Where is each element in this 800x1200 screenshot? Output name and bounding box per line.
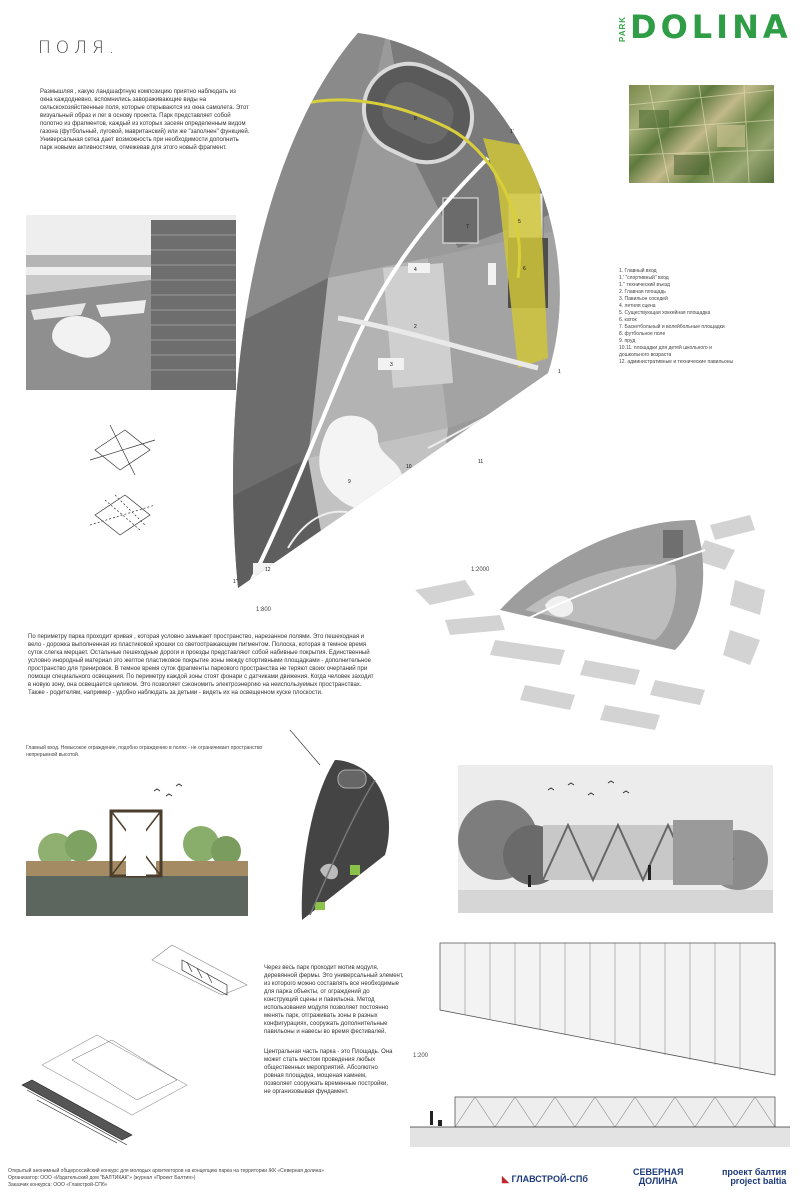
legend-item: 1.' "спортивный" вход	[619, 275, 669, 281]
field-pattern-icon	[629, 85, 774, 183]
legend-item: 2. Главная площадь	[619, 289, 666, 295]
logo-prefix: PARK	[618, 15, 627, 42]
pavilion-render-image	[458, 765, 773, 913]
footer-line: Заказчик конкурса: ООО «Главстрой-СПб»	[8, 1182, 108, 1188]
footer-line: Открытый анонимный общероссийский конкурс для молодых архитекторов на концепцию парка на территории ЖК «Северная долина»	[8, 1168, 324, 1174]
legend-item: 1.'' технический въезд	[619, 282, 670, 288]
plan-label-1-double-prime: 1''	[233, 579, 238, 585]
plan-legend	[619, 268, 734, 366]
footer-line: Организатор: ООО «Издательский дом "БАЛТИКАК"» (журнал «Проект Балтия»)	[8, 1175, 196, 1181]
plan-label-5: 5	[518, 219, 521, 225]
dolina-line-1: СЕВЕРНАЯ	[633, 1167, 684, 1177]
legend-item: 9. пруд	[619, 338, 636, 344]
aerial-fields-photo	[629, 85, 774, 183]
square-text: Центральная часть парка - это Площадь. Она может стать местом проведения любых общественных мероприятий. Абсолютно ровная площадка, мощеная камнем, позволяет сооружать временные постройки, не организовывая фундамент.	[264, 1049, 393, 1095]
city-collage-photo	[26, 215, 236, 390]
context-plan	[405, 510, 780, 745]
project-baltia-logo	[722, 1168, 786, 1186]
plan-label-9: 9	[348, 479, 351, 485]
plan-label-8: 8	[414, 116, 417, 122]
pavilion-render	[458, 765, 773, 913]
grid-diagrams	[90, 425, 160, 545]
legend-item: 12. административные и технические павильоны	[619, 359, 734, 365]
legend-item: 4. летняя сцена	[619, 303, 656, 309]
city-collage-image	[26, 215, 236, 390]
footer-credits	[8, 1168, 368, 1189]
plan-label-4: 4	[414, 267, 417, 273]
pavilion-elevation	[405, 935, 790, 1150]
plan-label-1: 1	[558, 369, 561, 375]
glavstroy-name: ГЛАВСТРОЙ-СПб	[511, 1174, 588, 1184]
main-entrance-elevation	[26, 766, 248, 916]
plan-label-2: 2	[414, 324, 417, 330]
main-plan-scale: 1:800	[256, 607, 272, 613]
severnaya-dolina-logo	[633, 1168, 683, 1186]
intro-text: Размышляя , какую ландшафтную композицию приятно наблюдать из окна каждодневно, вспомнились завораживающие виды на сельскохозяйственные поля, которые открываются из окна самолета. Этот визуальный образ и лег в основу проекта. Парк представляет собой полотно из фрагментов, каждый из которых засеян определенным видом газона (футбольный, луговой, мавританский) или же "заполнен" функцией. Универсальная сетка дает возможность при необходимости дополнить парк новыми активностями, отмежевав для этого новый фрагмент.	[40, 89, 250, 151]
legend-item: 10.11. площадки для детей школьного и	[619, 345, 712, 351]
legend-item: 3. Павильон соседей	[619, 296, 668, 302]
glavstroy-logo	[502, 1174, 588, 1185]
legend-item: 6. каток	[619, 317, 637, 323]
logo-word: DOLINA	[630, 8, 792, 46]
truss-axonometric	[12, 940, 252, 1145]
plan-label-7: 7	[466, 224, 469, 230]
plan-label-12: 12	[265, 567, 271, 573]
park-dolina-logo	[618, 8, 793, 48]
plan-label-6: 6	[523, 266, 526, 272]
legend-item: 1. Главный вход	[619, 268, 657, 274]
entrance-label: Главный вход. Невысокое ограждение, подобно ограждению в полях - не ограничивает пространство непрерывной высотой.	[26, 745, 263, 758]
baltia-line-2: project baltia	[730, 1176, 787, 1186]
legend-item: 8. футбольное поле	[619, 331, 666, 337]
page-title: ПОЛЯ.	[38, 38, 120, 58]
glavstroy-mark-icon: ◣	[502, 1174, 509, 1184]
elevation-scale: 1:200	[413, 1053, 429, 1059]
dolina-line-2: ДОЛИНА	[638, 1176, 678, 1186]
legend-item: 7. Баскетбольный и волейбольные площадки	[619, 324, 725, 330]
plan-label-3: 3	[390, 362, 393, 368]
lighting-plan	[290, 730, 405, 925]
plan-label-10: 10	[406, 464, 412, 470]
plan-label-1-prime: 1'	[510, 129, 514, 135]
plan-label-11: 11	[478, 459, 484, 465]
legend-item: 5. Существующая хоккейная площадка	[619, 310, 711, 316]
context-plan-scale: 1:2000	[471, 567, 490, 573]
baltia-line-1: проект балтия	[722, 1167, 787, 1177]
legend-item: дошкольного возраста	[619, 352, 672, 358]
perimeter-text: По периметру парка проходит кривая , которая условно замыкает пространство, нарезанное полями. Это пешеходная и вело - дорожка выполненная из пластиковой крошки со светоотражающим пигментом. Полоска, которая в темное время суток слегка мерцает. Остальные пешеходные дороги и проезды представляют собой набивные покрытия. Единственный условно инородный материал это желтое пластиковое покрытие зоны между спортивными площадками - дополнительное пространство для тренировок. В темное время суток фрагменты паркового пространства не теряют своих очертаний при помощи специального освещения. По периметру каждой зоны стоят фонари с датчиками движения. Когда человек заходит в новую зону, она освещается целиком. Это позволяет сэкономить электроэнергию на неиспользуемых пространствах. Также - родителям, например - удобно наблюдать за детьми - видеть их на освещенном куске плоскости.	[28, 634, 374, 696]
truss-text: Через весь парк проходит мотив модуля, деревянной фермы. Это универсальный элемент, из которого можно составлять все необходимые для парка объекты, от ограждений до конструкций сцены и павильона. Метод использования модуля позволяет постоянно менять парк, отграживать зоны в разных конфигурациях, сооружать дополнительные павильоны и навесы во время фестивалей.	[264, 965, 404, 1035]
